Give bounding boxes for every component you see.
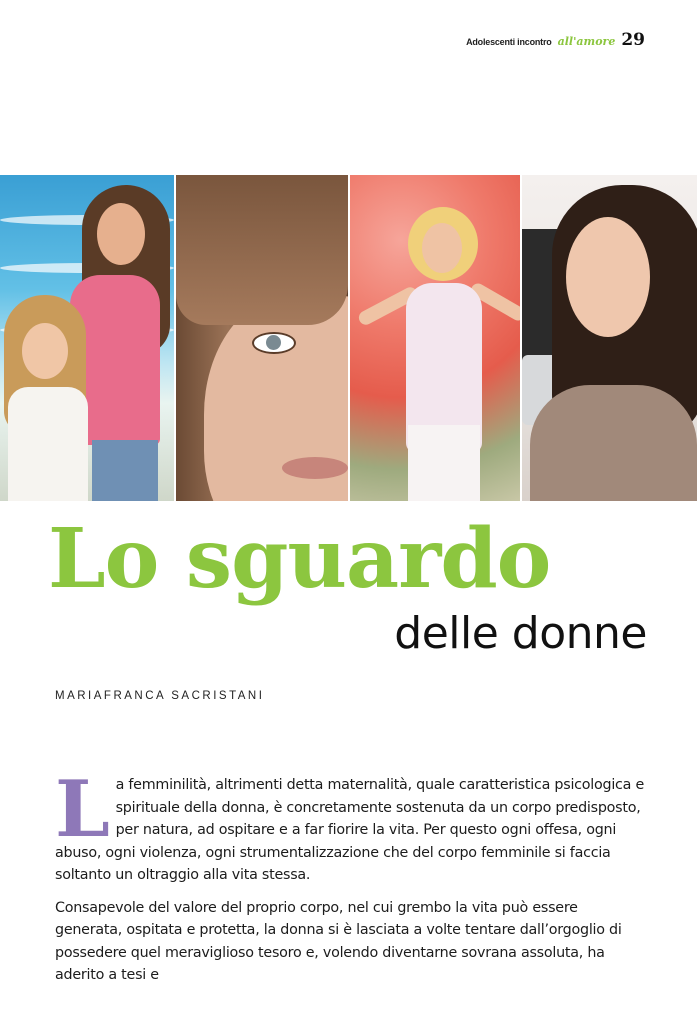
drop-cap: L — [55, 764, 110, 855]
woman-flower-field-photo — [350, 175, 520, 501]
girl-closeup-photo — [176, 175, 348, 501]
running-header — [466, 30, 645, 50]
paragraph: Consapevole del valore del proprio corpo, nel cui grembo la vita può essere generata, ospitata e protetta, la donna si è lasciata a volte tentare dall’orgoglio di possedere quel meraviglioso tesoro e, volendo diventarne sovrana assoluta, ha aderito a tesi e — [55, 899, 622, 983]
article-body — [55, 764, 645, 997]
author-byline: MARIAFRANCA SACRISTANI — [55, 690, 265, 702]
photo-strip — [0, 175, 697, 501]
woman-laptop-photo — [522, 175, 697, 501]
paragraph-1-text: a femminilità, altrimenti detta maternalità, quale caratteristica psicologica e spirituale della donna, è concretamente sostenuta da un corpo predisposto, per natura, ad ospitare e a far fiorire la vita. Per questo ogni offesa, ogni abuso, ogni violenza, ogni strumentalizzazione che del corpo femminile si faccia soltanto un oltraggio alla vita stessa. — [55, 777, 645, 883]
article-subtitle: delle donne — [394, 608, 647, 659]
series-name-accent: all'amore — [557, 35, 616, 48]
page-number: 29 — [621, 30, 645, 50]
paragraph — [55, 764, 645, 887]
series-name: Adolescenti incontro — [466, 37, 552, 47]
beach-mother-daughter-photo — [0, 175, 174, 501]
article-title: Lo sguardo — [48, 511, 551, 607]
